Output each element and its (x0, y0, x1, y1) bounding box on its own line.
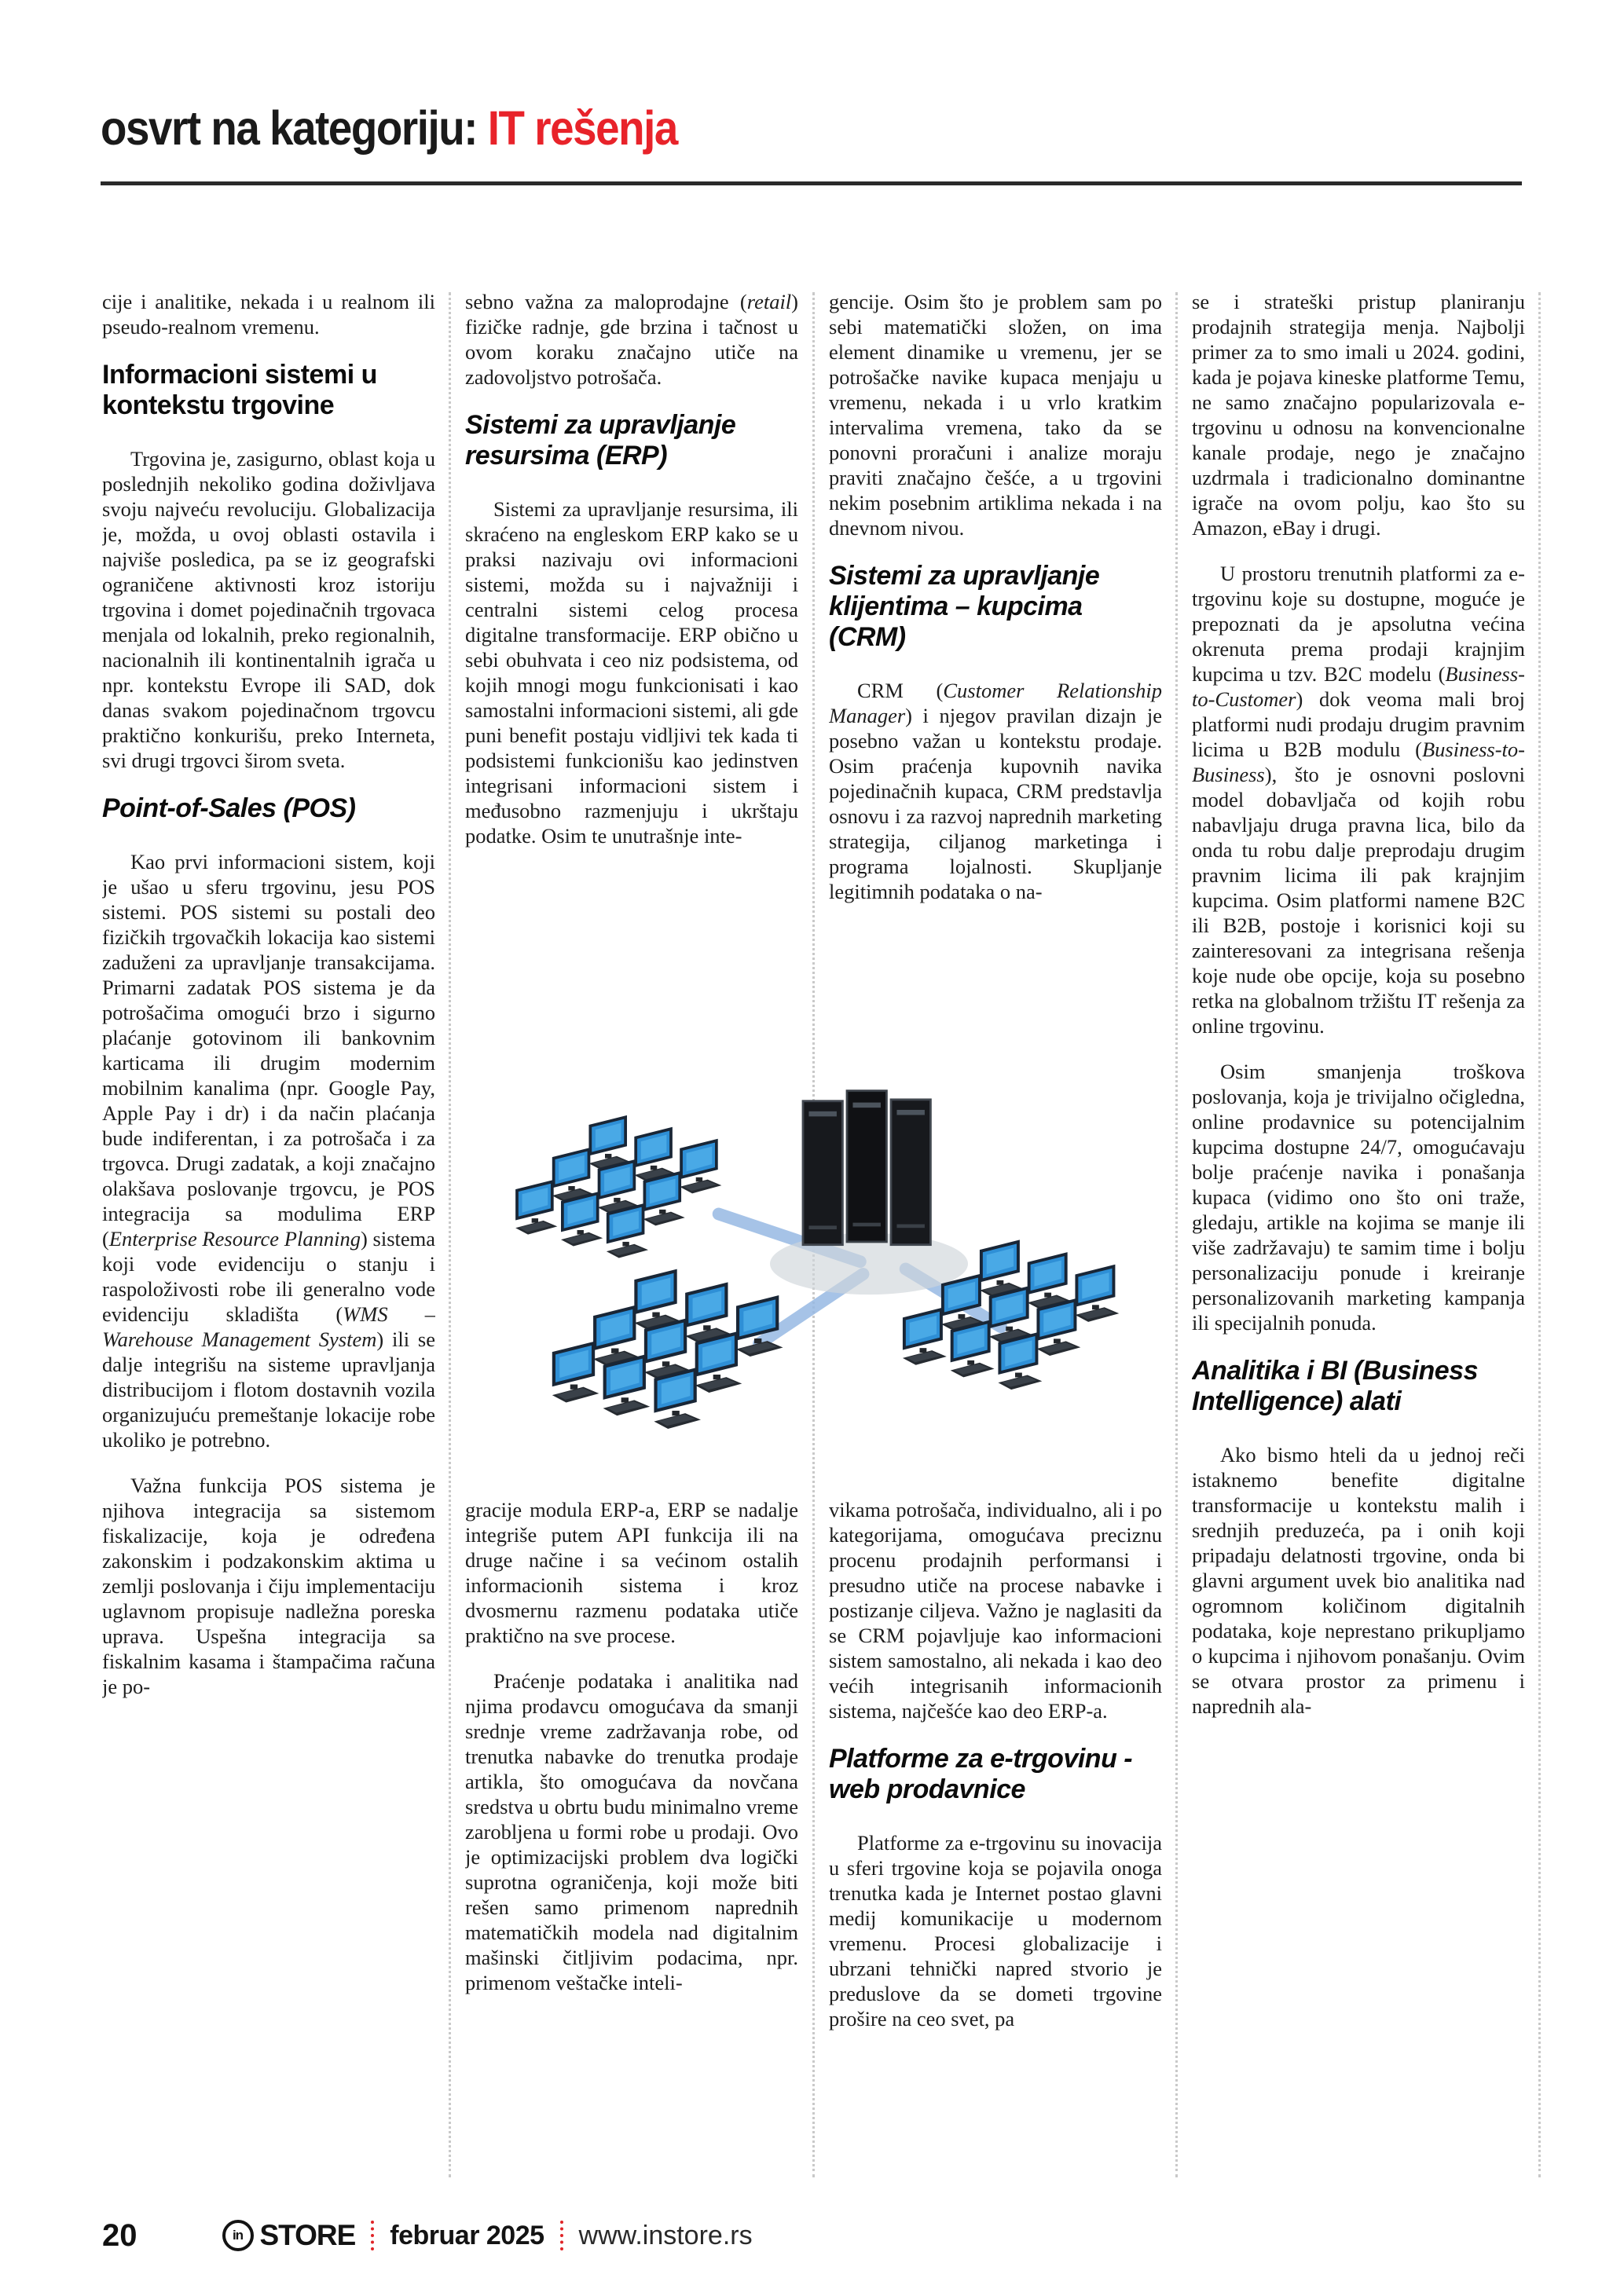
page-number: 20 (102, 2217, 137, 2253)
text-run: ) dok veoma mali broj platformi nudi prodaju drugim pravnim licima u B2B modulu ( (1192, 687, 1525, 761)
article-column-2-top (465, 289, 798, 1051)
computer-cluster-bottom-left (552, 1271, 783, 1429)
article-column-1 (102, 289, 435, 2185)
italic-text-run: Customer Relationship Manager (829, 679, 1162, 727)
article-column-4 (1192, 289, 1525, 2185)
article-column-2-bottom (465, 1497, 798, 2187)
text-run: Sistemi za upravljanje resursima (ERP) (465, 410, 736, 471)
text-run: gracije modula ERP-a, ERP se nadalje integriše putem API funkcija ili na druge načine i sa većinom ostalih informacionih sistema i kroz dvosmernu razmenu podataka utiče praktično na sve procese. (465, 1498, 798, 1647)
text-run: Osim smanjenja troškova poslovanja, koja je trivijalno očigledna, online prodavnice su potencijalnim kupcima dostupne 24/7, omogućavaju bolje praćenje navika i ponašanja kupaca (vidimo ono što oni traže, gledaju, artikle na kojima se manje ili više zadržavaju) te samim time i bolju personalizaciju ponude i kreiranje personalizovanih marketing kampanja ili specijalnih ponuda. (1192, 1060, 1525, 1335)
instore-logo-circle-icon: in (222, 2220, 254, 2251)
article-paragraph (465, 1668, 798, 1995)
header-rule (101, 181, 1522, 185)
text-run: ) ili se dalje integrišu na sisteme upravljanja distribucijom i flotom dostavnih vozila organizujuću premeštanje lokacije robe ukoliko je potrebno. (102, 1327, 435, 1452)
italic-text-run: retail (746, 290, 792, 313)
text-run: Platforme za e-trgovinu su inovacija u sferi trgovine koja se pojavila onoga trenutka kada je Internet postao glavni medij komunikacije u modernom vremenu. Procesi globalizacije i ubrzani tehnički napred stvorio je preduslove da se dometi trgovine prošire na ceo svet, pa (829, 1831, 1162, 2031)
text-run: ) fizičke radnje, gde brzina i tačnost u ovom koraku značajno utiče na zadovoljstvo potrošača. (465, 290, 798, 389)
server-network-illustration-icon (471, 1054, 1179, 1494)
article-paragraph (102, 1473, 435, 1699)
server-network-figure (471, 1054, 1179, 1494)
text-run: CRM ( (857, 679, 944, 702)
instore-logo-text: STORE (259, 2219, 356, 2251)
column-separator (1538, 292, 1541, 2177)
text-run: Platforme za e-trgovinu - web prodavnice (829, 1744, 1133, 1804)
italic-text-run: Enterprise Resource Planning (108, 1227, 361, 1251)
text-run: gencije. Osim što je problem sam po sebi matematički složen, on ima element dinamike u vremenu, jer se potrošačke navike kupaca menjaju u vremenu, nekada i u vrlo kratkim intervalima vremena, tako da se ponovni proračuni i analize moraju praviti značajno češće, a u trgovini nekim posebnim artiklima nekada i na dnevnom nivou. (829, 290, 1162, 540)
article-paragraph (829, 289, 1162, 540)
section-heading (465, 410, 798, 471)
text-run: Informacioni sistemi u kontekstu trgovine (102, 360, 377, 420)
page-title (101, 101, 677, 156)
text-run: vikama potrošača, individualno, ali i po kategorijama, omogućava preciznu procenu prodajnih performansi i presudno utiče na procese nabavke i postizanje ciljeva. Važno je naglasiti da se CRM pojavljuje kao informacioni sistem samostalno, ali nekada i kao deo većih integrisanih informacionih sistema, najčešće kao deo ERP-a. (829, 1498, 1162, 1723)
section-heading (102, 793, 435, 824)
text-run: ) i njegov pravilan dizajn je posebno važan u kontekstu prodaje. Osim praćenja kupovnih navika pojedinačnih kupaca, CRM predstavlja osnovu i za razvoj naprednih marketing strategija, ciljanog marketinga i programa lojalnosti. Skupljanje legitimnih podataka o na- (829, 704, 1162, 903)
text-run: sebno važna za maloprodajne ( (465, 290, 747, 313)
category-label: osvrt na kategoriju: (101, 101, 477, 156)
italic-text-run: Business-to-Business (1192, 738, 1525, 786)
article-paragraph (465, 289, 798, 390)
section-heading (102, 360, 435, 421)
article-paragraph (102, 289, 435, 339)
text-run: Trgovina je, zasigurno, oblast koja u poslednjih nekoliko godina doživljava svoju najveću revoluciju. Globalizacija je, možda, u ovoj oblasti ostavila i najviše posledica, pa se iz geografski ograničene aktivnosti kroz istoriju trgovina i domet pojedinačnih trgovaca menjala od lokalnih, preko regionalnih, nacionalnih ili kontinentalnih igrača u npr. kontekstu Evrope ili SAD, dok danas svakom pojedinačnom trgovcu praktično konkurišu, preko Interneta, svi drugi trgovci širom sveta. (102, 447, 435, 772)
instore-logo (222, 2219, 356, 2252)
text-run: Sistemi za upravljanje resursima, ili skraćeno na engleskom ERP kako se u praksi nazivaju ovi informacioni sistemi, možda su i najvažniji i centralni sistemi celog procesa digitalne transformacije. ERP obično u sebi obuhvata i ceo niz podsistema, od kojih mnogi mogu funkcionisati i kao samostalni informacioni sistemi, ali gde puni benefit postaju vidljivi tek kada ti podsistemi funkcionišu kao jedinstven integrisani informacioni sistem i međusobno razmenjuju i ukrštaju podatke. Osim te unutrašnje inte- (465, 497, 798, 848)
text-run: Praćenje podataka i analitika nad njima prodavcu omogućava da smanji srednje vreme zadržavanja robe, od trenutka nabavke do trenutka prodaje artikla, što omogućava da novčana sredstva u obrtu budu minimalno vreme zarobljena u formi robe u prodaji. Ovo je optimizacijski problem dva logički suprotna ograničenja, koji može biti rešen samo primenom naprednih matematičkih modela nad digitalnim mašinski čitljivim podacima, npr. primenom veštačke inteli- (465, 1669, 798, 1994)
article-column-3-top (829, 289, 1162, 1051)
text-run: se i strateški pristup planiranju prodajnih strategija menja. Najbolji primer za to smo imali u 2024. godini, kada je pojava kineske platforme Temu, ne samo značajno popularizovala e-trgovinu u odnosu na konvencionalne kanale prodaje, nego je značajno uzdrmala i tradicionalno dominantne igrače na ovom polju, kao što su Amazon, eBay i drugi. (1192, 290, 1525, 540)
article-paragraph (465, 1497, 798, 1648)
text-run: Point-of-Sales (POS) (102, 793, 356, 823)
article-column-3-bottom (829, 1497, 1162, 2187)
section-heading (1192, 1356, 1525, 1417)
article-paragraph (829, 678, 1162, 904)
italic-text-run: WMS – Warehouse Management System (102, 1302, 435, 1351)
italic-text-run: Business-to-Customer (1192, 662, 1525, 711)
article-paragraph (1192, 289, 1525, 540)
text-run: Ako bismo hteli da u jednoj reči istaknemo benefite digitalne transformacije u kontekstu malih i srednjih preduzeća, pa i onih koji pripadaju delatnosti trgovine, onda bi glavni argument uvek bio analitika nad ogromnom količinom digitalnih podataka, koje neprestano prikupljamo o kupcima i njihovom ponašanju. Ovim se otvara prostor za primenu i naprednih ala- (1192, 1443, 1525, 1718)
article-paragraph (829, 1830, 1162, 2031)
article-paragraph (1192, 1059, 1525, 1335)
article-paragraph (102, 849, 435, 1452)
article-paragraph (829, 1497, 1162, 1723)
text-run: Analitika i BI (Business Intelligence) alati (1192, 1356, 1478, 1416)
article-paragraph (102, 446, 435, 773)
article-paragraph (1192, 1442, 1525, 1719)
text-run: Važna funkcija POS sistema je njihova integracija sa sistemom fiskalizacije, koja je određena zakonskim i podzakonskim aktima u zemlji poslovanja i čiju implementaciju uglavnom propisuje nadležna poreska uprava. Uspešna integracija sa fiskalnim kasama i štampačima računa je po- (102, 1474, 435, 1698)
footer-separator-icon (560, 2221, 563, 2250)
category-value: IT rešenja (487, 101, 677, 156)
server-rack-icon (770, 1091, 968, 1294)
issue-date: februar 2025 (390, 2220, 544, 2250)
computer-cluster-top-left (515, 1117, 721, 1258)
page-footer (102, 2214, 1524, 2258)
section-heading (829, 561, 1162, 653)
article-paragraph (1192, 561, 1525, 1038)
section-heading (829, 1744, 1162, 1805)
text-run: Sistemi za upravljanje klijentima – kupcima (CRM) (829, 561, 1100, 652)
website-url: www.instore.rs (578, 2220, 753, 2250)
footer-separator-icon (371, 2221, 374, 2250)
column-separator (449, 292, 451, 2177)
text-run: cije i analitike, nekada i u realnom ili pseudo-realnom vremenu. (102, 290, 435, 339)
text-run: U prostoru trenutnih platformi za e-trgovinu koje su dostupne, moguće je prepoznati da je apsolutna većina okrenuta prema prodaji krajnjim kupcima u tzv. B2C modelu ( (1192, 562, 1525, 686)
text-run: ), što je osnovni poslovni model dobavljača od kojih robu nabavljaju druga pravna lica, bilo da onda tu robu dalje preprodaju drugim pravnim licima ili pak krajnjim kupcima. Osim platformi namene B2C ili B2B, postoje i korisnici koji su zainteresovani za integrisana rešenja koje nude obe opcije, koja su posebno retka na globalnom tržištu IT rešenja za online trgovinu. (1192, 763, 1525, 1038)
article-paragraph (465, 496, 798, 848)
text-run: Kao prvi informacioni sistem, koji je ušao u sferu trgovinu, jesu POS sistemi. POS sistemi su postali deo fizičkih trgovačkih lokacija kao sistemi zaduženi za upravljanje transakcijama. Primarni zadatak POS sistema je da potrošačima omogući brzo i sigurno plaćanje gotovinom ili bankovnim karticama ili drugim modernim mobilnim kanalima (npr. Google Pay, Apple Pay i dr) i da način plaćanja bude indiferentan, i za potrošača i za trgovca. Drugi zadatak, a koji značajno olakšava poslovanje trgovcu, je POS integracija sa modulima ERP ( (102, 850, 435, 1251)
text-run: ) sistema koji vode evidenciju o stanju i raspoloživosti robe ili generalno vode evidenciju skladišta ( (102, 1227, 435, 1326)
